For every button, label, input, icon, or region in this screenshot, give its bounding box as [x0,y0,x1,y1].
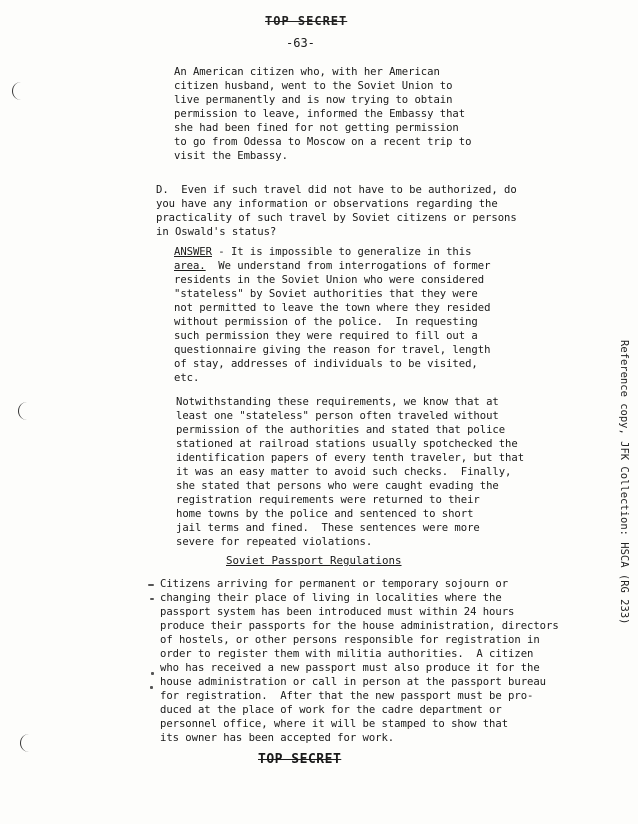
text-line: you have any information or observations regarding the [156,198,498,210]
text-line: of hostels, or other persons responsible for registration in [160,634,540,646]
archival-reference-note: Reference copy, JFK Collection: HSCA (RG 233) [618,340,630,625]
text-line: stationed at railroad stations usually spotchecked the [176,438,518,450]
text-line: permission to leave, informed the Embassy that [174,108,466,120]
text-line: registration requirements were returned to their [176,494,480,506]
margin-speck [150,686,153,689]
text-line: "stateless" by Soviet authorities that they were [174,288,478,300]
text-line: live permanently and is now trying to obtain [174,94,453,106]
punch-hole-mark [20,734,33,752]
text-line: severe for repeated violations. [176,536,373,548]
text-line: An American citizen who, with her American [174,66,440,78]
text-line: passport system has been introduced must within 24 hours [160,606,515,618]
section-heading: Soviet Passport Regulations [226,554,402,567]
text-line: citizen husband, went to the Soviet Union to [174,80,453,92]
text-line: house administration or call in person at the passport bureau [160,676,547,688]
margin-speck [151,672,154,675]
punch-hole-mark [12,82,25,100]
text-line: D. Even if such travel did not have to be authorized, do [156,184,517,196]
text-line: its owner has been accepted for work. [160,732,395,744]
text-line: she stated that persons who were caught evading the [176,480,499,492]
text-line: who has received a new passport must also produce it for the [160,662,540,674]
text-line: practicality of such travel by Soviet citizens or persons [156,212,517,224]
text-line: not permitted to leave the town where they resided [174,302,491,314]
text-line: to go from Odessa to Moscow on a recent trip to [174,136,472,148]
text-line: least one "stateless" person often traveled without [176,410,499,422]
text-line: of stay, addresses of individuals to be visited, [174,358,478,370]
text-line: changing their place of living in localities where the [160,592,502,604]
text-line: residents in the Soviet Union who were considered [174,274,485,286]
margin-speck [148,584,154,586]
text-line: such permission they were required to fill out a [174,330,478,342]
text-line: visit the Embassy. [174,150,288,162]
margin-speck [150,598,154,600]
text-line: duced at the place of work for the cadre department or [160,704,502,716]
text-line: etc. [174,372,200,384]
text-line: permission of the authorities and stated that police [176,424,506,436]
text-line: questionnaire giving the reason for travel, length [174,344,491,356]
header-classification-stamp: TOP SECRET [265,14,348,28]
answer-label-cont: area. [174,260,206,272]
text-line: in Oswald's status? [156,226,277,238]
text-line: it was an easy matter to avoid such checks. Finally, [176,466,512,478]
text-line: she had been fined for not getting permission [174,122,459,134]
text-line: jail terms and fined. These sentences were more [176,522,480,534]
punch-hole-mark [18,402,31,420]
text-line: personnel office, where it will be stamped to show that [160,718,509,730]
footer-classification-stamp: TOP SECRET [258,752,342,767]
text-line: Notwithstanding these requirements, we know that at [176,396,499,408]
text-line: home towns by the police and sentenced to short [176,508,474,520]
page-number: -63- [286,36,315,50]
answer-label: ANSWER [174,246,212,258]
text-line: for registration. After that the new passport must be pro- [160,690,534,702]
text-line: ANSWER - It is impossible to generalize in this [174,246,472,258]
text-line: produce their passports for the house administration, directors [160,620,559,632]
text-line: order to register them with militia authorities. A citizen [160,648,534,660]
text-line: area. We understand from interrogations of former [174,260,491,272]
text-line: identification papers of every tenth traveler, but that [176,452,525,464]
text-line: Citizens arriving for permanent or temporary sojourn or [160,578,509,590]
text-line: without permission of the police. In requesting [174,316,478,328]
